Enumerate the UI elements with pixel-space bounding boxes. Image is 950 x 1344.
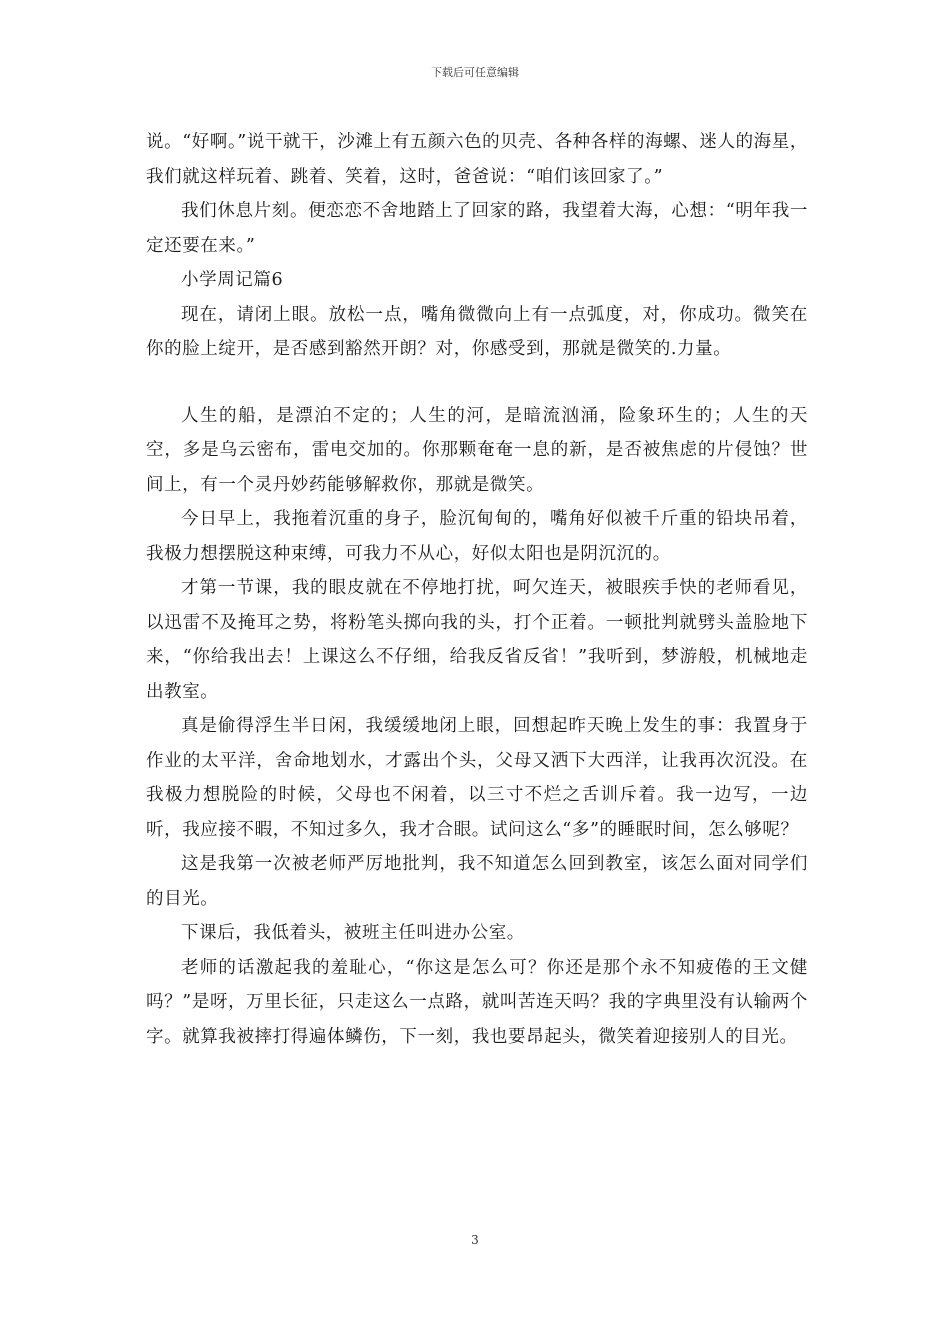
blank-line — [146, 367, 808, 399]
paragraph: 这是我第一次被老师严厉地批判，我不知道怎么回到教室，该怎么面对同学们的目光。 — [146, 854, 808, 909]
paragraph: 我们休息片刻。便恋恋不舍地踏上了回家的路，我望着大海，心想：“明年我一定还要在来。” — [146, 201, 808, 256]
document-body — [146, 125, 808, 1054]
paragraph: 人生的船，是漂泊不定的；人生的河，是暗流汹涌，险象环生的；人生的天空，多是乌云密布，雷电交加的。你那颗奄奄一息的新，是否被焦虑的片侵蚀？世间上，有一个灵丹妙药能够解救你，那就是微笑。 — [146, 405, 808, 495]
paragraph: 真是偷得浮生半日闲，我缓缓地闭上眼，回想起昨天晚上发生的事：我置身于作业的太平洋，舍命地划水，才露出个头，父母又洒下大西洋，让我再次沉没。在我极力想脱险的时候，父母也不闲着，以三寸不烂之舌训斥着。我一边写，一边听，我应接不暇，不知过多久，我才合眼。试问这么“多”的睡眠时间，怎么够呢？ — [146, 716, 808, 840]
paragraph: 下课后，我低着头，被班主任叫进办公室。 — [181, 923, 525, 943]
paragraph: 现在，请闭上眼。放松一点，嘴角微微向上有一点弧度，对，你成功。微笑在你的脸上绽开，是否感到豁然开朗？对，你感受到，那就是微笑的.力量。 — [146, 304, 808, 359]
paragraph: 才第一节课，我的眼皮就在不停地打扰，呵欠连天，被眼疾手快的老师看见，以迅雷不及掩耳之势，将粉笔头掷向我的头，打个正着。一顿批判就劈头盖脸地下来，“你给我出去！上课这么不仔细，给我反省反省！”我听到，梦游般，机械地走出教室。 — [146, 578, 808, 702]
paragraph: 今日早上，我拖着沉重的身子，脸沉甸甸的，嘴角好似被千斤重的铅块吊着，我极力想摆脱这种束缚，可我力不从心，好似太阳也是阴沉沉的。 — [146, 509, 808, 564]
paragraph-continuation: 说。“好啊。”说干就干，沙滩上有五颜六色的贝壳、各种各样的海螺、迷人的海星，我们就这样玩着、跳着、笑着，这时，爸爸说：“咱们该回家了。” — [146, 132, 808, 187]
page-header: 下载后可任意编辑 — [431, 66, 519, 79]
paragraph: 老师的话激起我的羞耻心，“你这是怎么可？你还是那个永不知疲倦的王文健吗？”是呀，万里长征，只走这么一点路，就叫苦连天吗？我的字典里没有认输两个字。就算我被摔打得遍体鳞伤，下一刻，我也要昂起头，微笑着迎接别人的目光。 — [146, 957, 808, 1047]
section-heading: 小学周记篇6 — [181, 270, 284, 290]
page-number: 3 — [471, 1233, 479, 1247]
